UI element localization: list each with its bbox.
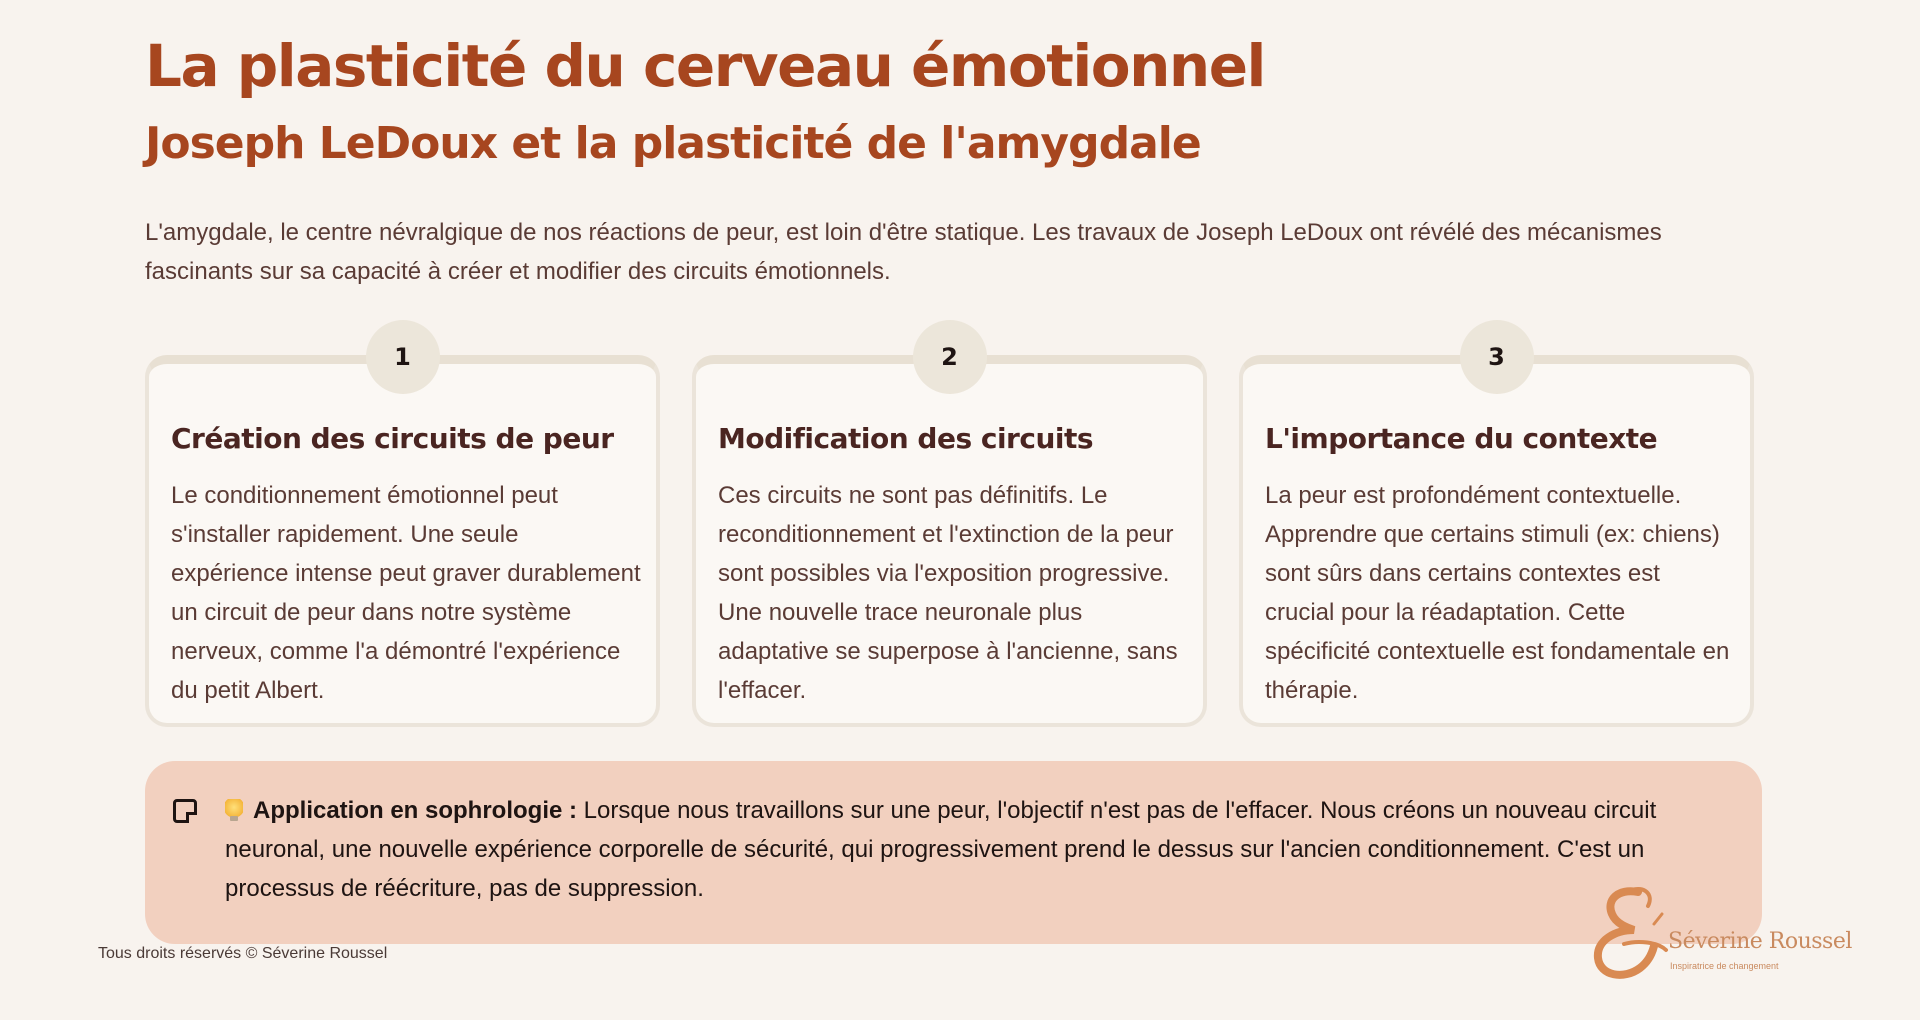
card-number-badge: 2 xyxy=(913,320,987,394)
page-subtitle: Joseph LeDoux et la plasticité de l'amygdale xyxy=(145,118,1201,169)
card-text: Le conditionnement émotionnel peut s'installer rapidement. Une seule expérience intense peut graver durablement un circuit de peur dans notre système nerveux, comme l'a démontré l'expérience du petit Albert. xyxy=(171,482,641,704)
ampersand-logo-icon xyxy=(1588,884,1670,984)
card-title: Création des circuits de peur xyxy=(171,422,614,455)
card-circuit-modification xyxy=(692,343,1207,727)
card-context-importance xyxy=(1239,343,1754,727)
card-number-badge: 3 xyxy=(1460,320,1534,394)
brand-tagline: Inspiratrice de changement xyxy=(1670,961,1779,971)
page-title: La plasticité du cerveau émotionnel xyxy=(145,32,1265,100)
card-number-badge: 1 xyxy=(366,320,440,394)
card-text: La peur est profondément contextuelle. Apprendre que certains stimuli (ex: chiens) sont sûrs dans certains contextes est crucial pour la réadaptation. Cette spécificité contextuelle est fondamentale en thérapie. xyxy=(1265,482,1730,704)
intro-paragraph: L'amygdale, le centre névralgique de nos réactions de peur, est loin d'être statique. Les travaux de Joseph LeDoux ont révélé des mécanismes fascinants sur sa capacité à créer et modifier des circuits émotionnels. xyxy=(145,219,1662,285)
brand-logo xyxy=(1588,884,1852,994)
card-circuit-creation xyxy=(145,343,660,727)
card-title: Modification des circuits xyxy=(718,422,1094,455)
note-icon xyxy=(173,799,197,823)
sophrology-callout xyxy=(145,761,1762,944)
callout-body: Lorsque nous travaillons sur une peur, l'objectif n'est pas de l'effacer. Nous créons un nouveau circuit neuronal, une nouvelle expérience corporelle de sécurité, qui progressivement prend le dessus sur l'ancien conditionnement. C'est un processus de réécriture, pas de suppression. xyxy=(225,797,1657,902)
callout-label: Application en sophrologie : xyxy=(253,797,577,824)
footer-copyright: Tous droits réservés © Séverine Roussel xyxy=(98,945,388,962)
callout-text xyxy=(225,791,1735,908)
cards-row xyxy=(145,320,1762,735)
card-title: L'importance du contexte xyxy=(1265,422,1658,455)
lightbulb-icon xyxy=(225,799,243,821)
card-text: Ces circuits ne sont pas définitifs. Le reconditionnement et l'extinction de la peur sont possibles via l'exposition progressive. Une nouvelle trace neuronale plus adaptative se superpose à l'ancienne, sans l'effacer. xyxy=(718,482,1178,704)
brand-name: Séverine Roussel xyxy=(1668,929,1852,954)
